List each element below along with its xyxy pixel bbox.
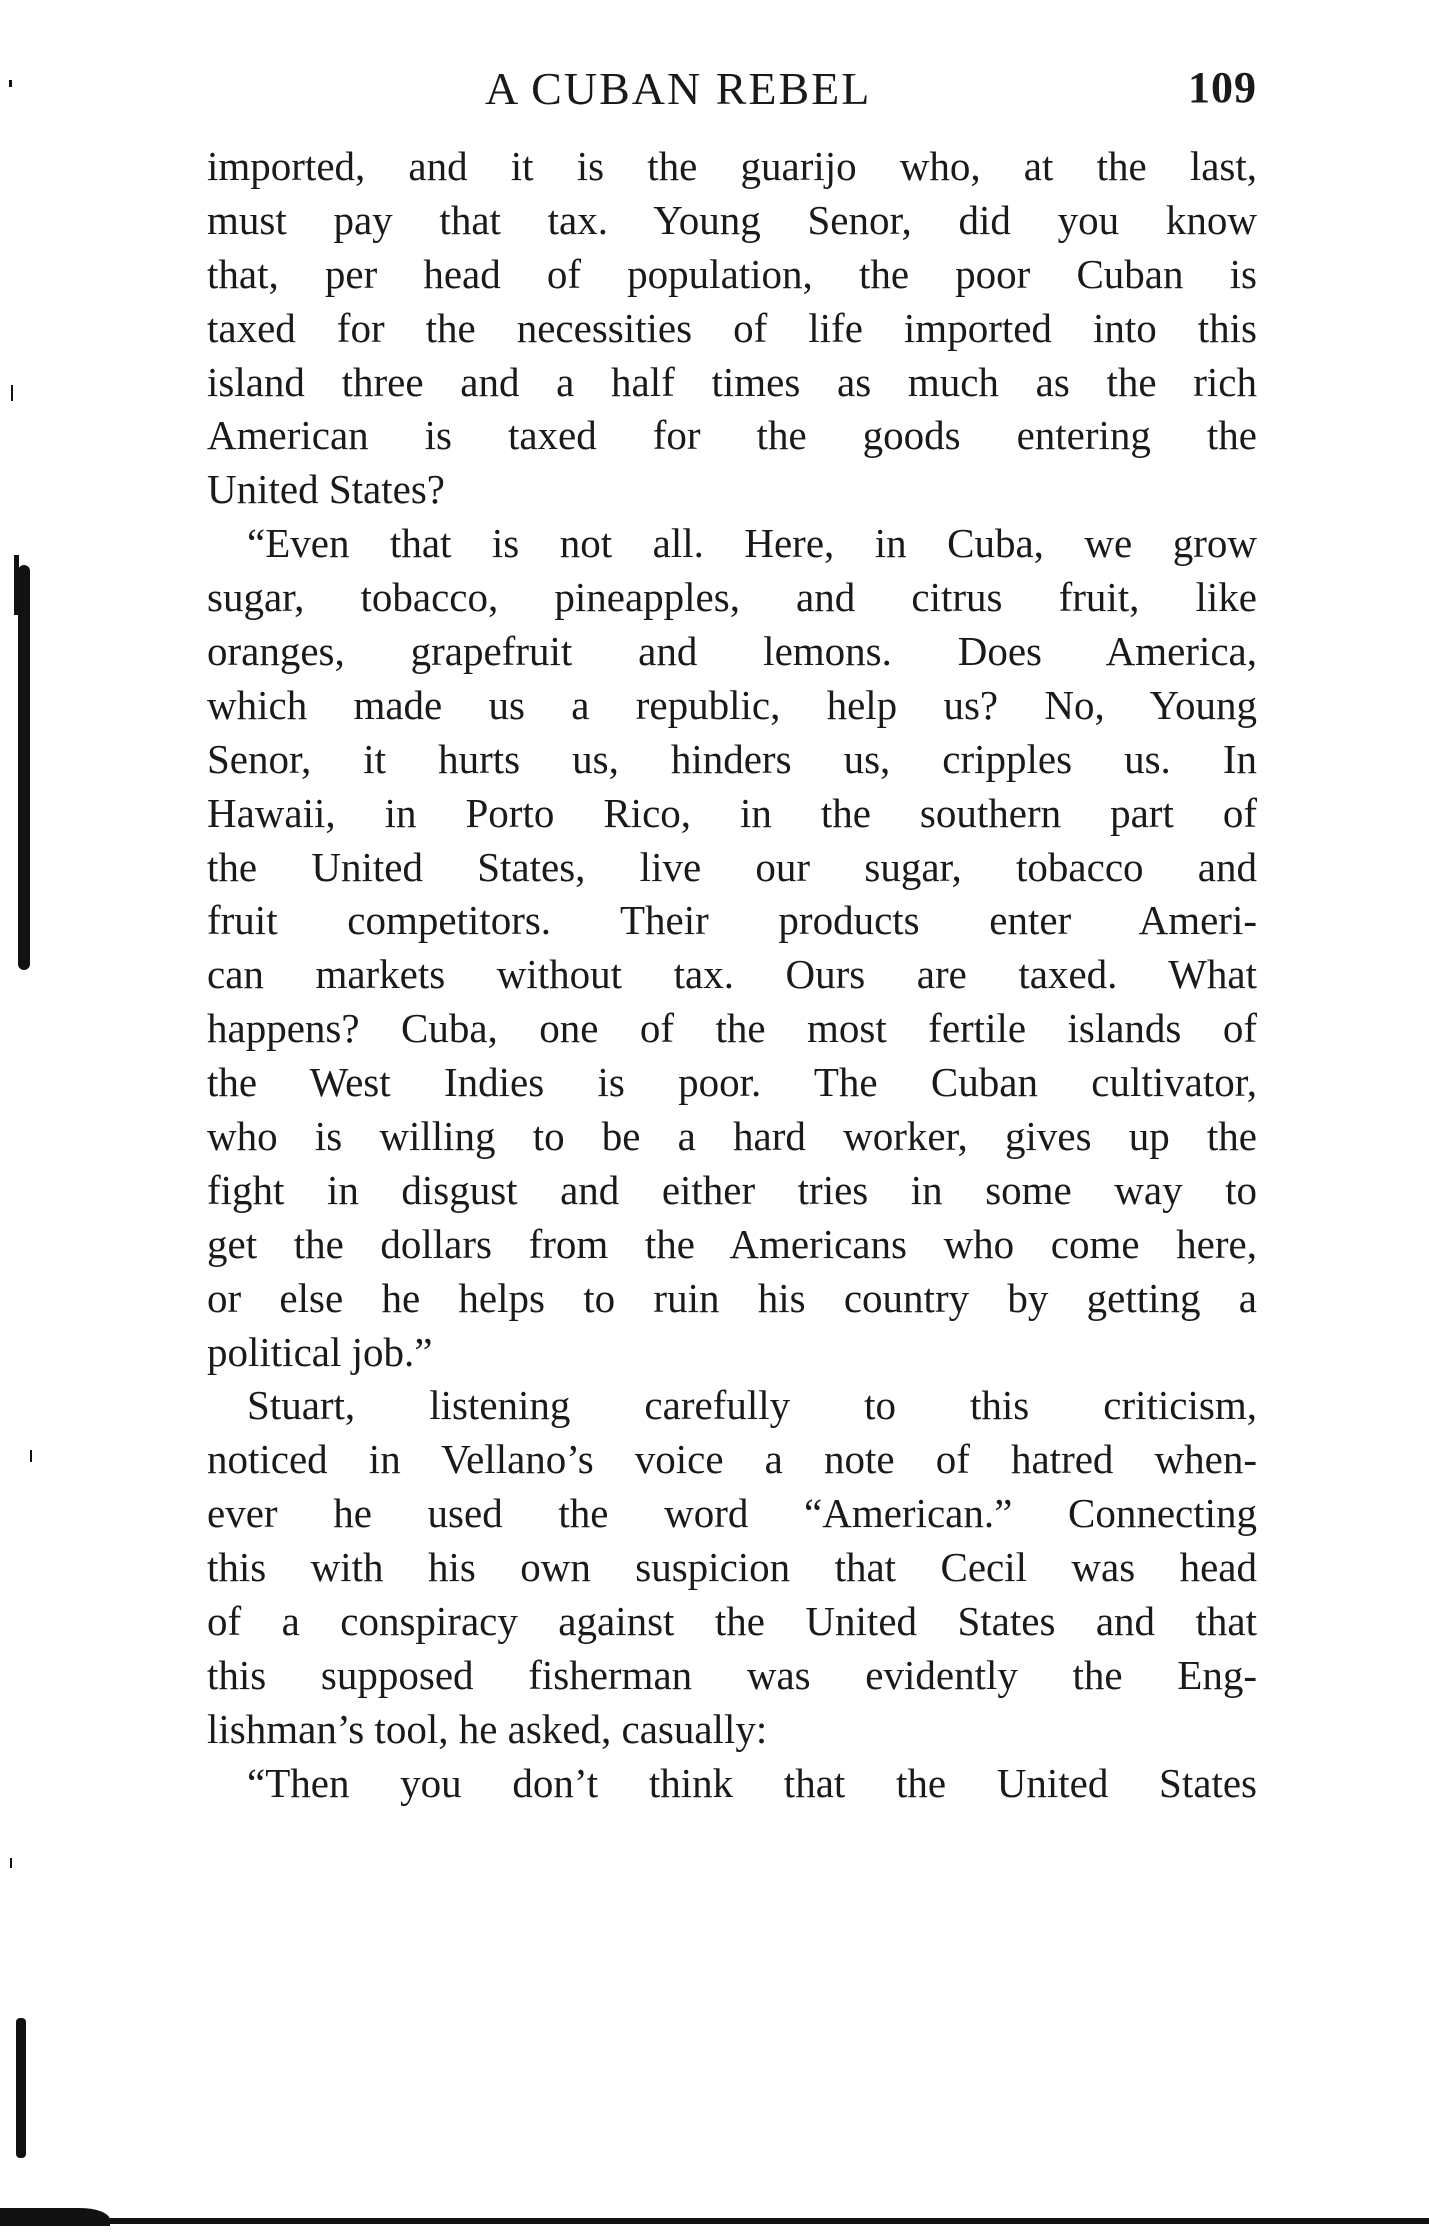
text-line: taxed for the necessities of life imported into this — [207, 304, 1257, 351]
text-line: get the dollars from the Americans who come here, — [207, 1220, 1257, 1267]
scan-binding-shadow — [18, 565, 30, 970]
text-line: that, per head of population, the poor Cuban is — [207, 250, 1257, 297]
scan-speck — [9, 80, 12, 87]
text-line: political job.” — [207, 1328, 433, 1375]
text-line: fight in disgust and either tries in some way to — [207, 1166, 1257, 1213]
text-line: “Then you don’t think that the United States — [247, 1759, 1257, 1806]
scan-speck — [10, 1858, 12, 1868]
text-line: ever he used the word “American.” Connecting — [207, 1490, 1257, 1537]
text-line: of a conspiracy against the United States and that — [207, 1598, 1257, 1645]
text-line: must pay that tax. Young Senor, did you know — [207, 196, 1257, 243]
text-line: oranges, grapefruit and lemons. Does America, — [207, 628, 1257, 675]
text-line: sugar, tobacco, pineapples, and citrus fruit, like — [207, 574, 1257, 621]
scan-bottom-edge — [0, 2218, 1429, 2224]
text-line: the United States, live our sugar, tobacco and — [207, 843, 1257, 890]
text-line: this supposed fisherman was evidently the Eng- — [207, 1651, 1257, 1698]
running-head — [207, 62, 1257, 118]
text-line: noticed in Vellano’s voice a note of hatred when- — [207, 1436, 1257, 1483]
text-line: or else he helps to ruin his country by getting a — [207, 1274, 1257, 1321]
text-line: the West Indies is poor. The Cuban cultivator, — [207, 1059, 1257, 1106]
text-line: who is willing to be a hard worker, gives up the — [207, 1113, 1257, 1160]
text-line: Hawaii, in Porto Rico, in the southern part of — [207, 789, 1257, 836]
scan-speck — [11, 385, 13, 401]
scan-speck — [30, 1450, 32, 1462]
text-line: can markets without tax. Ours are taxed. What — [207, 951, 1257, 998]
text-line: lishman’s tool, he asked, casually: — [207, 1705, 768, 1752]
body-text — [207, 140, 1257, 1811]
text-line: this with his own suspicion that Cecil was head — [207, 1544, 1257, 1591]
text-line: Senor, it hurts us, hinders us, cripples us. In — [207, 735, 1257, 782]
text-line: which made us a republic, help us? No, Young — [207, 681, 1257, 728]
text-line: “Even that is not all. Here, in Cuba, we grow — [247, 520, 1257, 567]
scan-binding-shadow — [14, 555, 19, 615]
text-line: Stuart, listening carefully to this criticism, — [247, 1382, 1257, 1429]
text-line: imported, and it is the guarijo who, at the last, — [207, 143, 1257, 189]
text-line: American is taxed for the goods entering the — [207, 412, 1257, 459]
text-line: island three and a half times as much as the rich — [207, 358, 1257, 405]
text-line: happens? Cuba, one of the most fertile islands of — [207, 1005, 1257, 1052]
scan-binding-shadow — [16, 2018, 26, 2158]
text-line: fruit competitors. Their products enter Ameri- — [207, 897, 1257, 944]
text-line: United States? — [207, 466, 445, 513]
running-title: A CUBAN REBEL — [485, 63, 872, 114]
page-number: 109 — [1188, 63, 1257, 112]
